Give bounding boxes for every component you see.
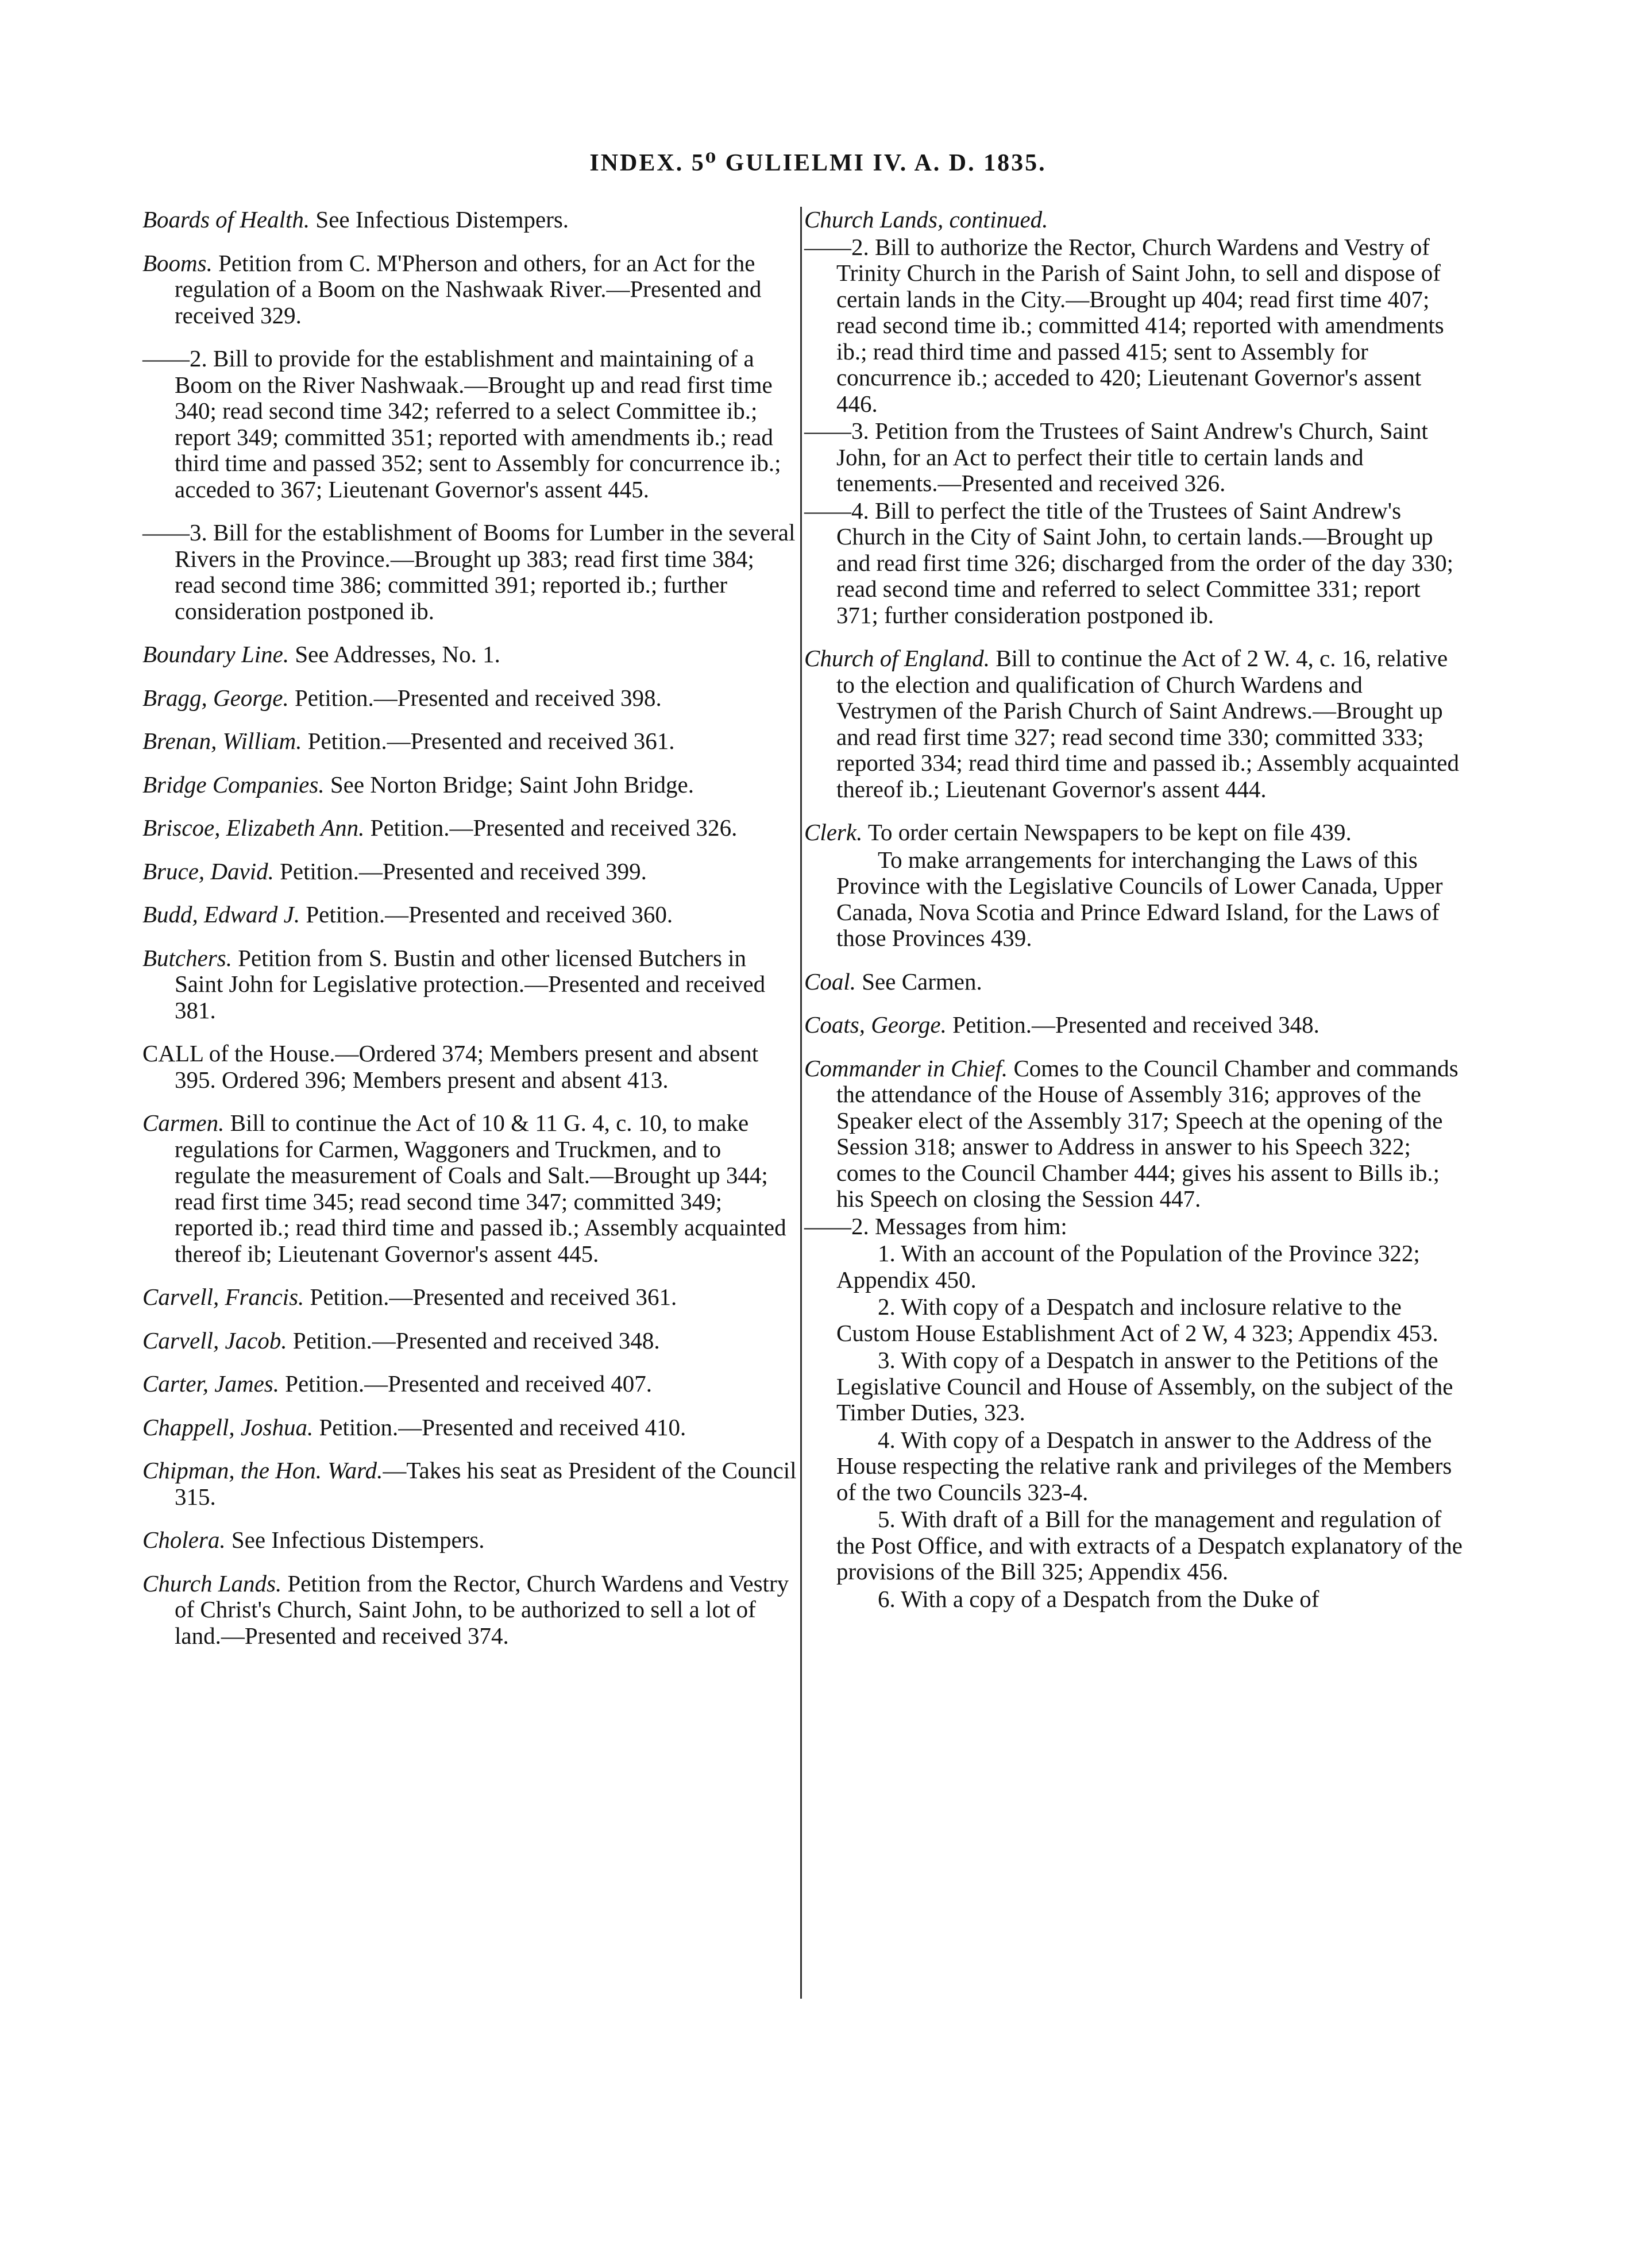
index-entry: ——2. Bill to authorize the Rector, Church Wardens and Vestry of Trinity Church in the Parish of Saint John, to sell and dispose of certain lands in the City.—Brought up 404; read first time 407; read second time ib.; committed 414; reported with amendments ib.; read third time and passed 415; sent to Assembly for concurrence ib.; acceded to 420; Lieutenant Governor's assent 446. [804,233,1444,417]
entry-body: Petition.—Presented and received 348. [946,1011,1319,1038]
entry-body: Petition.—Presented and received 326. [364,814,738,841]
index-entry [142,642,798,668]
index-entry: ——3. Petition from the Trustees of Saint Andrew's Church, Saint John, for an Act to perfect their title to certain lands and tenements.—Presented and received 326. [804,418,1428,496]
entry-body: Petition from C. M'Pherson and others, for an Act for the regulation of a Boom on the Nashwaak River.—Presented and received 329. [175,249,762,329]
entry-body: Petition.—Presented and received 348. [287,1327,660,1354]
index-entry [804,207,1464,233]
entry-body: To order certain Newspapers to be kept on file 439. [862,819,1352,845]
entry-body: Petition from S. Bustin and other licensed Butchers in Saint John for Legislative protection.—Presented and received 381. [175,944,766,1023]
entry-body: Petition from the Rector, Church Wardens and Vestry of Christ's Church, Saint John, to be authorized to sell a lot of land.—Presented and received 374. [175,1570,789,1649]
index-entry [142,1041,798,1093]
entry-body: See Infectious Distempers. [310,206,569,233]
entry-body: Bill to continue the Act of 2 W. 4, c. 16, relative to the election and qualification of Church Wardens and Vestrymen of the Parish Church of Saint Andrews.—Brought up and read first time 327; read second time 330; committed 333; reported 334; read third time and passed ib.; Assembly acquainted thereof ib.; Lieutenant Governor's assent 444. [836,645,1459,802]
index-entry [142,902,798,928]
entry-body: ——2. Bill to provide for the establishment and maintaining of a Boom on the River Nashwaak.—Brought up and read first time 340; read second time 342; referred to a select Committee ib.; report 349; committed 351; reported with amendments ib.; read third time and passed 352; sent to Assembly for concurrence ib.; acceded to 367; Lieutenant Governor's assent 445. [142,345,781,503]
entry-body: See Infectious Distempers. [225,1527,485,1553]
entry-term: Church Lands. [142,1570,282,1597]
entry-term: Butchers. [142,944,232,971]
entry-term: Brenan, William. [142,728,302,754]
index-entry [142,1284,798,1311]
message-item: 5. With draft of a Bill for the management and regulation of the Post Office, and with extracts of a Despatch explanatory of the provisions of the Bill 325; Appendix 456. [836,1506,1463,1585]
entry-body: See Addresses, No. 1. [289,641,500,667]
index-entry [804,1012,1464,1038]
index-entry [142,1328,798,1354]
entry-body: Bill to continue the Act of 10 & 11 G. 4, c. 10, to make regulations for Carmen, Waggoners and Truckmen, and to regulate the measurement of Coals and Salt.—Brought up 344; read first time 345; read second time 347; committed 349; reported ib.; read third time and passed ib.; Assembly acquainted thereof ib; Lieutenant Governor's assent 445. [175,1110,786,1267]
entry-body: —Takes his seat as President of the Council 315. [175,1457,797,1510]
entry-term: Bridge Companies. [142,771,325,798]
entry-term: Boundary Line. [142,641,290,667]
entry-term: Cholera. [142,1527,226,1553]
index-entry [142,346,798,503]
entry-term: Coal. [804,968,856,995]
index-entry [142,250,798,329]
entry-term: Bragg, George. [142,684,289,711]
entry-term: Commander in Chief. [804,1054,1008,1081]
left-column [142,207,798,1666]
entry-body: Petition.—Presented and received 399. [273,857,647,884]
entry-term: Briscoe, Elizabeth Ann. [142,814,365,841]
entry-body: Petition.—Presented and received 360. [300,901,673,928]
entry-term: Chappell, Joshua. [142,1413,314,1440]
index-entry [142,815,798,841]
entry-body: See Norton Bridge; Saint John Bridge. [324,771,694,798]
entry-term: Bruce, David. [142,857,274,884]
entry-body: Comes to the Council Chamber and commands the attendance of the House of Assembly 316; approves of the Speaker elect of the Assembly 317; Speech at the opening of the Session 318; answer to Address in answer to his Speech 322; comes to the Council Chamber 444; gives his assent to Bills ib.; his Speech on closing the Session 447. [836,1054,1458,1212]
entry-term: Carmen. [142,1110,225,1136]
index-entry [142,1571,798,1649]
message-item: 4. With copy of a Despatch in answer to the Address of the House respecting the relative rank and privileges of the Members of the two Councils 323-4. [836,1426,1452,1505]
index-entry [142,520,798,624]
index-entry [804,969,1464,995]
index-entry [142,1110,798,1267]
entry-body: Petition.—Presented and received 407. [279,1370,653,1397]
entry-body: ——3. Bill for the establishment of Booms for Lumber in the several Rivers in the Province.—Brought up 383; read first time 384; read second time 386; committed 391; reported ib.; further consideration postponed ib. [142,519,796,624]
entry-term: Clerk. [804,819,863,845]
index-entry [142,1527,798,1554]
index-entry [142,1458,798,1510]
index-entry [142,945,798,1024]
index-entry [142,1415,798,1441]
entry-term: Coats, George. [804,1011,947,1038]
column-divider [800,207,802,1999]
entry-term: Church of England. [804,645,990,671]
entry-term: Budd, Edward J. [142,901,300,928]
index-entry [142,772,798,798]
page-title: INDEX. 5⁰ GULIELMI IV. A. D. 1835. [589,150,1047,176]
entry-term: Carter, James. [142,1370,280,1397]
entry-term: Carvell, Jacob. [142,1327,287,1354]
message-item: 6. With a copy of a Despatch from the Duke of [878,1585,1319,1612]
entry-body: See Carmen. [856,968,982,995]
index-entry [142,685,798,712]
index-entry [142,1371,798,1397]
index-entry [142,207,798,233]
entry-body: Petition.—Presented and received 410. [313,1413,686,1440]
index-entry [804,646,1464,802]
index-entry [804,820,1464,846]
entry-body: Petition.—Presented and received 398. [288,684,662,711]
index-entry [142,728,798,755]
right-column [804,207,1464,1613]
index-entry [142,859,798,885]
messages-heading: ——2. Messages from him: [804,1212,1067,1239]
message-item: 3. With copy of a Despatch in answer to the Petitions of the Legislative Council and House of Assembly, on the subject of the Timber Duties, 323. [836,1347,1453,1425]
entry-term: Boards of Health. [142,206,310,233]
index-entry: To make arrangements for interchanging the Laws of this Province with the Legislative Councils of Lower Canada, Upper Canada, Nova Scotia and Prince Edward Island, for the Laws of those Provinces 439. [836,846,1443,951]
entry-term: Carvell, Francis. [142,1284,304,1310]
index-entry [804,1056,1464,1212]
entry-body: Petition.—Presented and received 361. [302,728,675,754]
message-item: 2. With copy of a Despatch and inclosure relative to the Custom House Establishment Act of 2 W, 4 323; Appendix 453. [836,1293,1438,1346]
entry-term: Chipman, the Hon. Ward. [142,1457,383,1483]
message-item: 1. With an account of the Population of the Province 322; Appendix 450. [836,1240,1420,1293]
entry-term: Booms. [142,249,213,276]
index-entry: ——4. Bill to perfect the title of the Trustees of Saint Andrew's Church in the City of Saint John, to certain lands.—Brought up and read first time 326; discharged from the order of the day 330; read second time and referred to select Committee 331; report 371; further consideration postponed ib. [804,497,1454,628]
entry-body: CALL of the House.—Ordered 374; Members present and absent 395. Ordered 396; Members present and absent 413. [142,1040,759,1093]
entry-term: Church Lands, continued. [804,206,1048,233]
entry-body: Petition.—Presented and received 361. [304,1284,677,1310]
